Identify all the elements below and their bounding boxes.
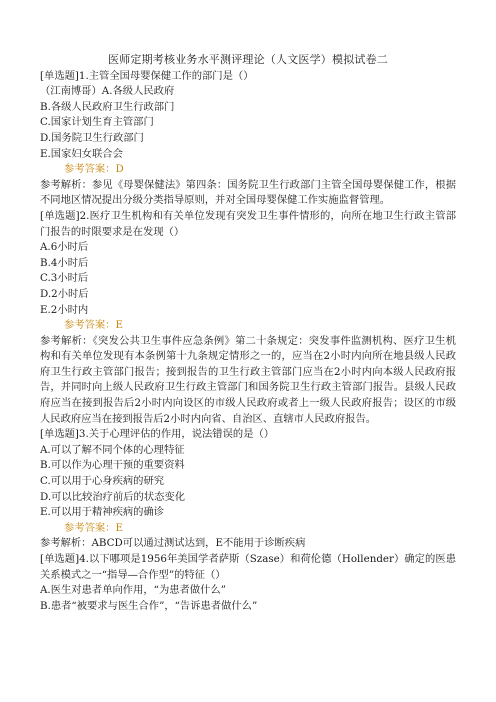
question-3-option-d: D.可以比较治疗前后的状态变化 (40, 490, 186, 503)
question-1-option-c: C.国家计划生育主管部门 (40, 116, 154, 129)
question-3-option-b: B.可以作为心理干预的重要资料 (40, 459, 185, 472)
question-1-stem-cont: （江南博哥）A.各级人民政府 (40, 85, 175, 98)
question-2-analysis: 参考解析：《突发公共卫生事件应急条例》第二十条规定：突发事件监测机构、医疗卫生机构和有关单位发现有本条例第十九条规定情形之一的，应当在2小时内向所在地县级人民政府卫生行政主管部门报告；接到报告的卫生行政主管部门应当在2小时内向本级人民政府报告，并同时向上级人民政府卫生行政主管部门和国务院卫生行政主管部门报告。县级人民政府应当在接到报告后2小时内向设区的市级人民政府或者上一级人民政府报告；设区的市级人民政府应当在接到报告后2小时内向省、自治区、直辖市人民政府报告。 (40, 334, 456, 425)
question-2-stem: [单选题]2.医疗卫生机构和有关单位发现有突发卫生事件情形的，向所在地卫生行政主管部门报告的时限要求是在发现（） (40, 209, 456, 238)
question-1-option-e: E.国家妇女联合会 (40, 147, 123, 160)
question-1-analysis: 参考解析：参见《母婴保健法》第四条：国务院卫生行政部门主管全国母婴保健工作，根据不同地区情况提出分级分类指导原则，并对全国母婴保健工作实施监督管理。 (40, 178, 456, 207)
question-2-answer: 参考答案：E (64, 319, 124, 332)
question-1-answer: 参考答案：D (64, 163, 124, 176)
question-2-option-b: B.4小时后 (40, 256, 89, 269)
question-3-option-a: A.可以了解不同个体的心理特征 (40, 443, 185, 456)
question-4-option-a: A.医生对患者单向作用，“为患者做什么” (40, 584, 226, 597)
question-1-option-d: D.国务院卫生行政部门 (40, 131, 144, 144)
question-3-option-e: E.可以用于精神疾病的确诊 (40, 506, 165, 519)
question-2-option-e: E.2小时内 (40, 303, 89, 316)
question-3-answer: 参考答案：E (64, 521, 124, 534)
question-3-option-c: C.可以用于心身疾病的研究 (40, 475, 165, 488)
question-1-option-b: B.各级人民政府卫生行政部门 (40, 100, 175, 113)
question-2-option-a: A.6小时后 (40, 241, 89, 254)
question-1-stem: [单选题]1.主管全国母婴保健工作的部门是（） (40, 69, 254, 82)
question-3-stem: [单选题]3.关于心理评估的作用，说法错误的是（） (40, 428, 275, 441)
question-3-analysis: 参考解析：ABCD可以通过测试达到，E不能用于诊断疾病 (40, 537, 306, 550)
question-2-option-c: C.3小时后 (40, 272, 89, 285)
question-4-option-b: B.患者“被要求与医生合作”，“告诉患者做什么” (40, 599, 258, 612)
page-title: 医师定期考核业务水平测评理论（人文医学）模拟试卷二 (108, 53, 388, 66)
question-4-stem: [单选题]4.以下哪项是1956年美国学者萨斯（Szase）和荷伦德（Hollender）确定的医患关系模式之一“指导—合作型”的特征（） (40, 553, 456, 581)
question-2-option-d: D.2小时后 (40, 287, 89, 300)
